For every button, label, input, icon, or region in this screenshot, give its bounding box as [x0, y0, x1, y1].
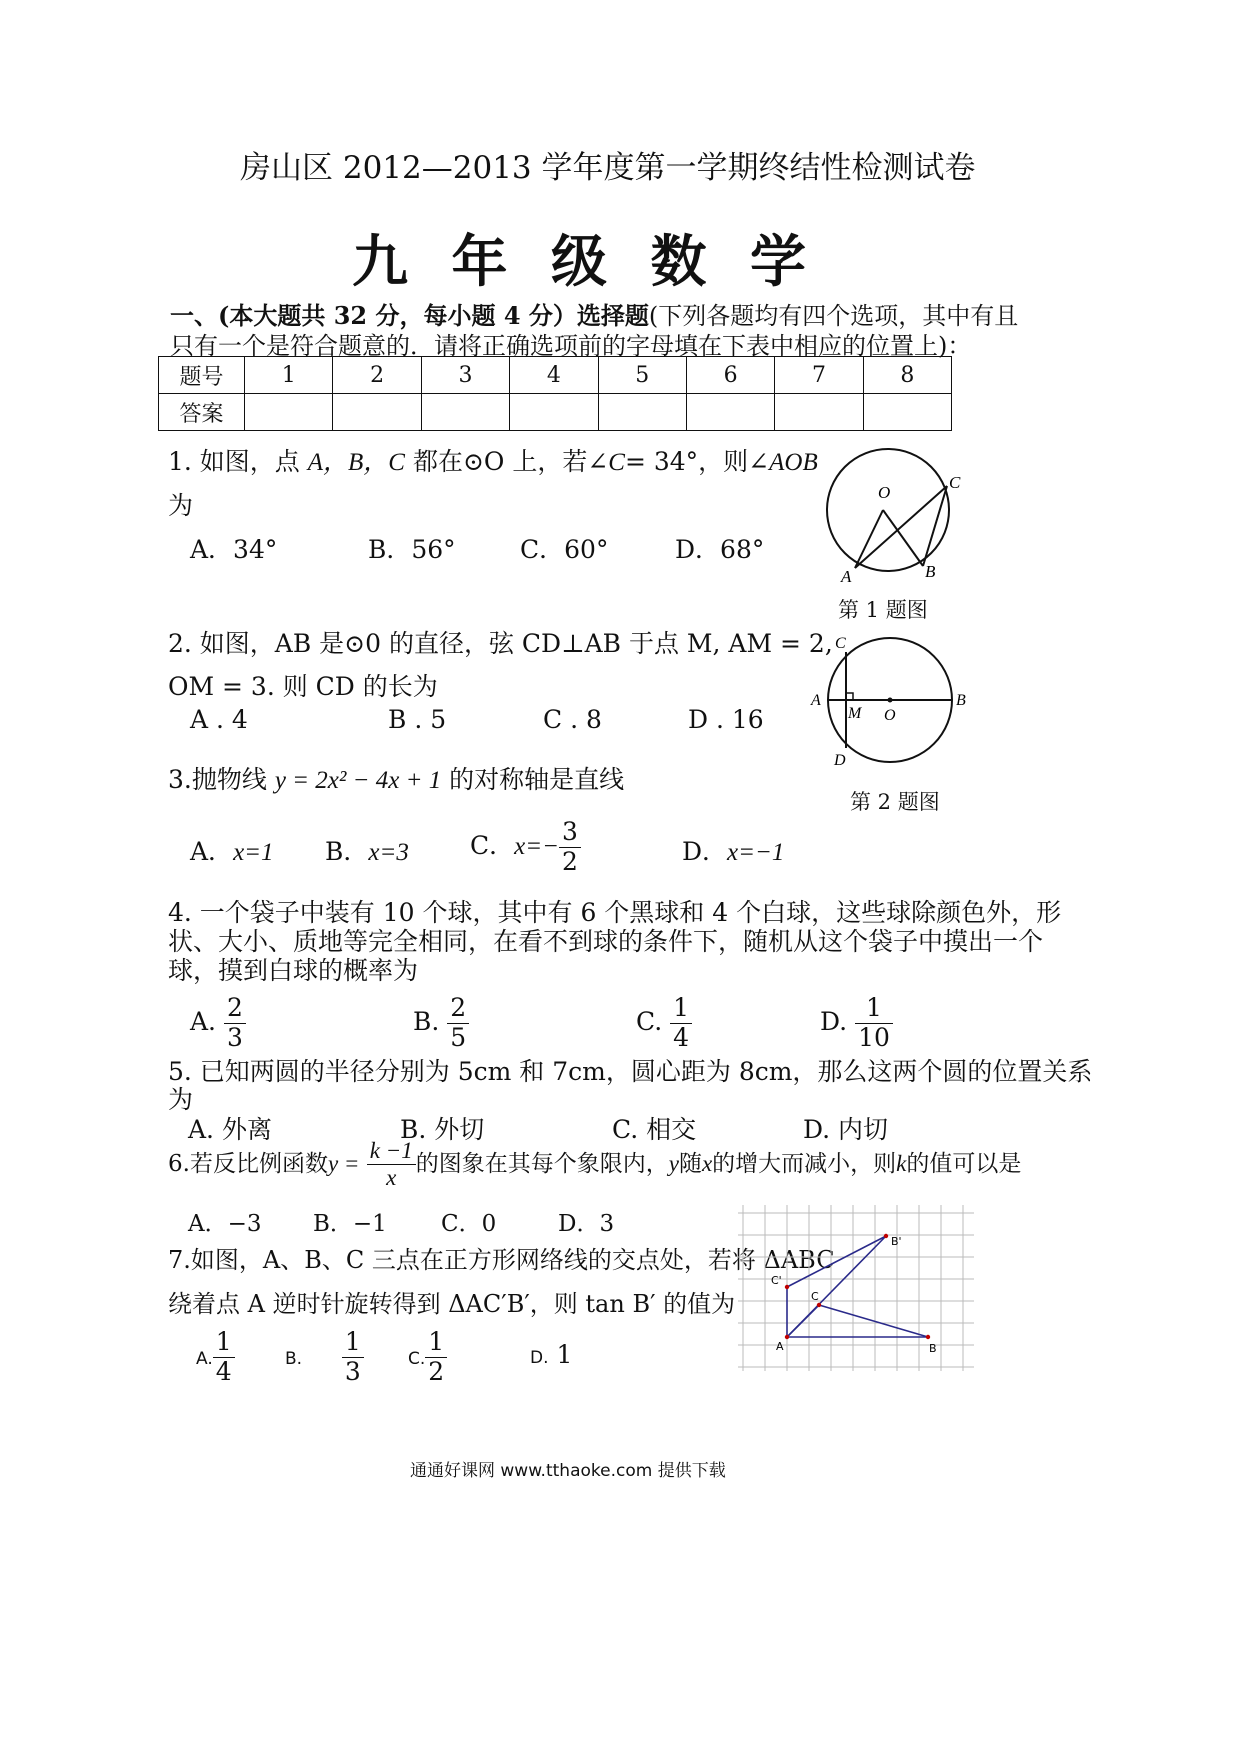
q2-label-d: D: [834, 752, 846, 769]
q1-option-c[interactable]: C．60°: [520, 535, 609, 564]
q3-option-c-fraction: [559, 818, 581, 877]
q4-b-denominator: 5: [450, 1022, 467, 1052]
question-4-line2: 状、大小、质地等完全相同，在看不到球的条件下，随机从这个袋子中摸出一个: [168, 927, 1044, 956]
q7-option-a-label: A.: [196, 1348, 213, 1369]
question-7-line1: 7.如图，A、B、C 三点在正方形网络线的交点处，若将 ΔABC: [168, 1246, 835, 1274]
q7-point-a: [785, 1335, 789, 1339]
question-2-line1: 2. 如图，AB 是⊙0 的直径，弦 CD⊥AB 于点 M, AM = 2,: [168, 629, 833, 658]
q7-label-b: B: [929, 1342, 937, 1355]
q3-option-c[interactable]: [470, 818, 581, 877]
answer-table: [158, 356, 952, 431]
q3-option-c-value: x=−: [514, 832, 559, 860]
q3-option-b-value: x=3: [368, 839, 409, 866]
q2-right-angle-mark: [846, 693, 853, 700]
q4-c-numerator: 1: [670, 994, 692, 1024]
q7-option-a-fraction: [213, 1328, 235, 1387]
q7-point-c-prime: [785, 1285, 789, 1289]
question-4-line3: 球，摸到白球的概率为: [168, 956, 419, 985]
q6-option-a[interactable]: A．−3: [188, 1211, 262, 1237]
q4-a-denominator: 3: [226, 1022, 243, 1052]
q6-denominator: x: [386, 1165, 397, 1191]
q7-b-denominator: 3: [344, 1356, 361, 1386]
q1-circle: [827, 449, 949, 571]
q6-var-y: y: [668, 1150, 679, 1176]
q4-option-b-fraction: [447, 994, 469, 1053]
q6-prefix: 6.若反比例函数: [168, 1150, 328, 1177]
question-7-line2: 绕着点 A 逆时针旋转得到 ΔAC′B′，则 tan B′ 的值为: [168, 1290, 736, 1318]
q1-segment-ac: [855, 486, 947, 568]
question-1-stem: [168, 442, 818, 478]
q6-option-b[interactable]: B．−1: [313, 1211, 387, 1237]
q3-option-d[interactable]: [682, 832, 784, 868]
q3-option-a[interactable]: [190, 832, 274, 868]
q4-option-d-fraction: [855, 994, 893, 1053]
q4-b-numerator: 2: [447, 994, 469, 1024]
q7-a-denominator: 4: [215, 1356, 232, 1386]
q3-c-denominator: 2: [561, 846, 578, 876]
q5-option-d[interactable]: D. 内切: [803, 1115, 889, 1144]
q3-c-numerator: 3: [559, 818, 581, 848]
answer-cell[interactable]: [245, 394, 333, 431]
q1-label-b: B: [925, 562, 936, 581]
q2-label-a: A: [811, 692, 821, 709]
q2-label-b: B: [956, 692, 966, 709]
table-label-number: 题号: [159, 357, 245, 394]
table-label-answer: 答案: [159, 394, 245, 431]
q3-option-a-label: A．: [190, 837, 234, 866]
table-number: 4: [510, 357, 598, 394]
q7-d-value: 1: [556, 1340, 573, 1369]
question-1-line2: 为: [168, 491, 194, 520]
q7-figure: [738, 1205, 974, 1371]
q2-label-c: C: [835, 635, 846, 652]
q2-label-m: M: [848, 705, 862, 722]
q7-point-c: [817, 1303, 821, 1307]
q6-option-c[interactable]: C．0: [441, 1211, 497, 1237]
q2-option-c[interactable]: C . 8: [543, 705, 602, 734]
q4-d-denominator: 10: [858, 1022, 890, 1052]
table-number: 5: [598, 357, 686, 394]
q4-option-c-fraction: [670, 994, 692, 1053]
q6-fraction: [367, 1138, 416, 1192]
question-5-line1: 5. 已知两圆的半径分别为 5cm 和 7cm，圆心距为 8cm，那么这两个圆的位置关系: [168, 1057, 1093, 1086]
q6-var-x: x: [701, 1150, 713, 1176]
q1-caption: 第 1 题图: [838, 598, 928, 622]
q7-label-a: A: [776, 1340, 784, 1353]
table-number: 1: [245, 357, 333, 394]
q7-label-c: C: [811, 1290, 819, 1303]
q6-y-equals: y =: [327, 1150, 360, 1176]
q4-option-b-label: B.: [413, 1006, 440, 1036]
q7-option-d[interactable]: [530, 1340, 572, 1369]
q5-option-c[interactable]: C. 相交: [612, 1115, 697, 1144]
q7-point-b: [926, 1335, 930, 1339]
answer-cell[interactable]: [421, 394, 509, 431]
section-instruction-2: 只有一个是符合题意的．请将正确选项前的字母填在下表中相应的位置上)：: [170, 332, 972, 360]
q7-b-numerator: 1: [342, 1328, 364, 1358]
answer-cell[interactable]: [333, 394, 421, 431]
q3-option-b-label: B．: [325, 837, 369, 866]
q1-label-a: A: [841, 567, 852, 586]
q4-option-c-label: C.: [636, 1006, 663, 1036]
table-number: 2: [333, 357, 421, 394]
subject-title: 九 年 级 数 学: [352, 229, 818, 295]
q3-prefix: 3.抛物线: [168, 765, 267, 794]
q2-figure: [808, 630, 978, 775]
answer-cell[interactable]: [775, 394, 863, 431]
q1-segment-oa: [855, 510, 883, 568]
q5-option-b[interactable]: B. 外切: [400, 1115, 485, 1144]
q1-option-b[interactable]: B．56°: [368, 535, 456, 564]
answer-cell[interactable]: [510, 394, 598, 431]
question-5-line2: 为: [168, 1085, 194, 1114]
question-3-stem: [168, 760, 624, 796]
q1-option-a[interactable]: A．34°: [190, 535, 278, 564]
q6-text-c: 随: [678, 1150, 702, 1177]
q2-label-o: O: [884, 707, 896, 724]
q4-c-denominator: 4: [673, 1022, 690, 1052]
table-number: 6: [686, 357, 774, 394]
q7-option-c[interactable]: [408, 1328, 447, 1387]
q7-option-a[interactable]: [196, 1328, 235, 1387]
q7-option-b-fraction: [342, 1328, 364, 1387]
q1-label-c: C: [949, 473, 961, 492]
q7-option-b-label: B.: [285, 1348, 303, 1369]
q3-option-b[interactable]: [325, 832, 409, 868]
q1-text-b: 都在⊙O 上，若∠: [412, 447, 609, 476]
q3-option-a-value: x=1: [233, 839, 274, 866]
q4-a-numerator: 2: [224, 994, 246, 1024]
q7-triangles: [787, 1236, 928, 1337]
table-number: 3: [421, 357, 509, 394]
q1-angle-c: C: [608, 449, 625, 476]
section-heading: 一、(本大题共 32 分，每小题 4 分）选择题: [170, 301, 649, 330]
q4-option-a-label: A.: [190, 1006, 217, 1036]
q7-option-c-fraction: [425, 1328, 447, 1387]
q3-option-d-label: D．: [682, 837, 728, 866]
q1-figure: [815, 440, 975, 590]
q4-option-a-fraction: [224, 994, 246, 1053]
answer-table-answer-row: [159, 394, 952, 431]
q6-option-d[interactable]: D．3: [558, 1211, 615, 1237]
q6-text-a: 的图象在其每个象限内，: [415, 1150, 669, 1177]
q4-option-b[interactable]: [413, 994, 469, 1053]
q7-c-denominator: 2: [428, 1356, 445, 1386]
q4-option-d-label: D.: [820, 1006, 848, 1036]
footer-credit: 通通好课网 www.tthaoke.com 提供下载: [410, 1461, 726, 1481]
section-instruction-1: (下列各题均有四个选项，其中有且: [648, 302, 1019, 330]
q1-option-d[interactable]: D．68°: [675, 535, 765, 564]
answer-cell[interactable]: [598, 394, 686, 431]
q6-text-g: 的值可以是: [906, 1150, 1022, 1177]
q5-option-a[interactable]: A. 外离: [188, 1115, 272, 1144]
q1-text-a: 1. 如图，点: [168, 447, 300, 476]
q2-caption: 第 2 题图: [850, 790, 940, 814]
answer-cell[interactable]: [863, 394, 951, 431]
q6-text-e: 的增大而减小，则: [712, 1150, 897, 1177]
q2-option-b[interactable]: B . 5: [388, 705, 447, 734]
q4-option-d[interactable]: [820, 994, 893, 1053]
answer-table-number-row: [159, 357, 952, 394]
q1-label-o: O: [878, 483, 891, 502]
question-4-line1: 4. 一个袋子中装有 10 个球，其中有 6 个黑球和 4 个白球，这些球除颜色外，形: [168, 898, 1062, 927]
answer-cell[interactable]: [686, 394, 774, 431]
question-2-line2: OM = 3. 则 CD 的长为: [168, 672, 438, 701]
q2-option-a[interactable]: A . 4: [190, 705, 248, 734]
q7-a-numerator: 1: [213, 1328, 235, 1358]
q7-option-c-label: C.: [408, 1348, 426, 1369]
q6-var-k: k: [896, 1150, 907, 1176]
q3-formula: y = 2x² − 4x + 1: [274, 767, 442, 794]
q3-suffix: 的对称轴是直线: [449, 765, 625, 794]
q4-option-c[interactable]: [636, 994, 692, 1053]
q4-d-numerator: 1: [855, 994, 893, 1024]
q7-segment-cb: [819, 1305, 928, 1337]
table-number: 7: [775, 357, 863, 394]
q7-point-b-prime: [884, 1234, 888, 1238]
q2-center-dot: [888, 698, 893, 703]
q3-option-c-label: C．: [470, 830, 515, 860]
q7-grid: [738, 1205, 974, 1371]
q7-label-b-prime: B': [891, 1235, 902, 1248]
q1-angle-aob: AOB: [769, 449, 818, 476]
q1-text-d: = 34°，则∠: [624, 447, 770, 476]
q2-option-d[interactable]: D . 16: [688, 705, 764, 734]
q6-numerator: k −1: [367, 1138, 416, 1165]
q7-c-numerator: 1: [425, 1328, 447, 1358]
q7-label-c-prime: C': [771, 1274, 782, 1287]
exam-title: 房山区 2012—2013 学年度第一学期终结性检测试卷: [240, 150, 976, 186]
q7-option-d-label: D.: [530, 1348, 549, 1368]
q3-option-d-value: x=−1: [727, 839, 785, 866]
q1-points: A，B，C: [307, 449, 405, 476]
q4-option-a[interactable]: [190, 994, 246, 1053]
table-number: 8: [863, 357, 951, 394]
q7-option-b[interactable]: [285, 1328, 364, 1387]
question-6-stem: [168, 1138, 1021, 1192]
q7-segment-ab-prime: [787, 1236, 886, 1337]
